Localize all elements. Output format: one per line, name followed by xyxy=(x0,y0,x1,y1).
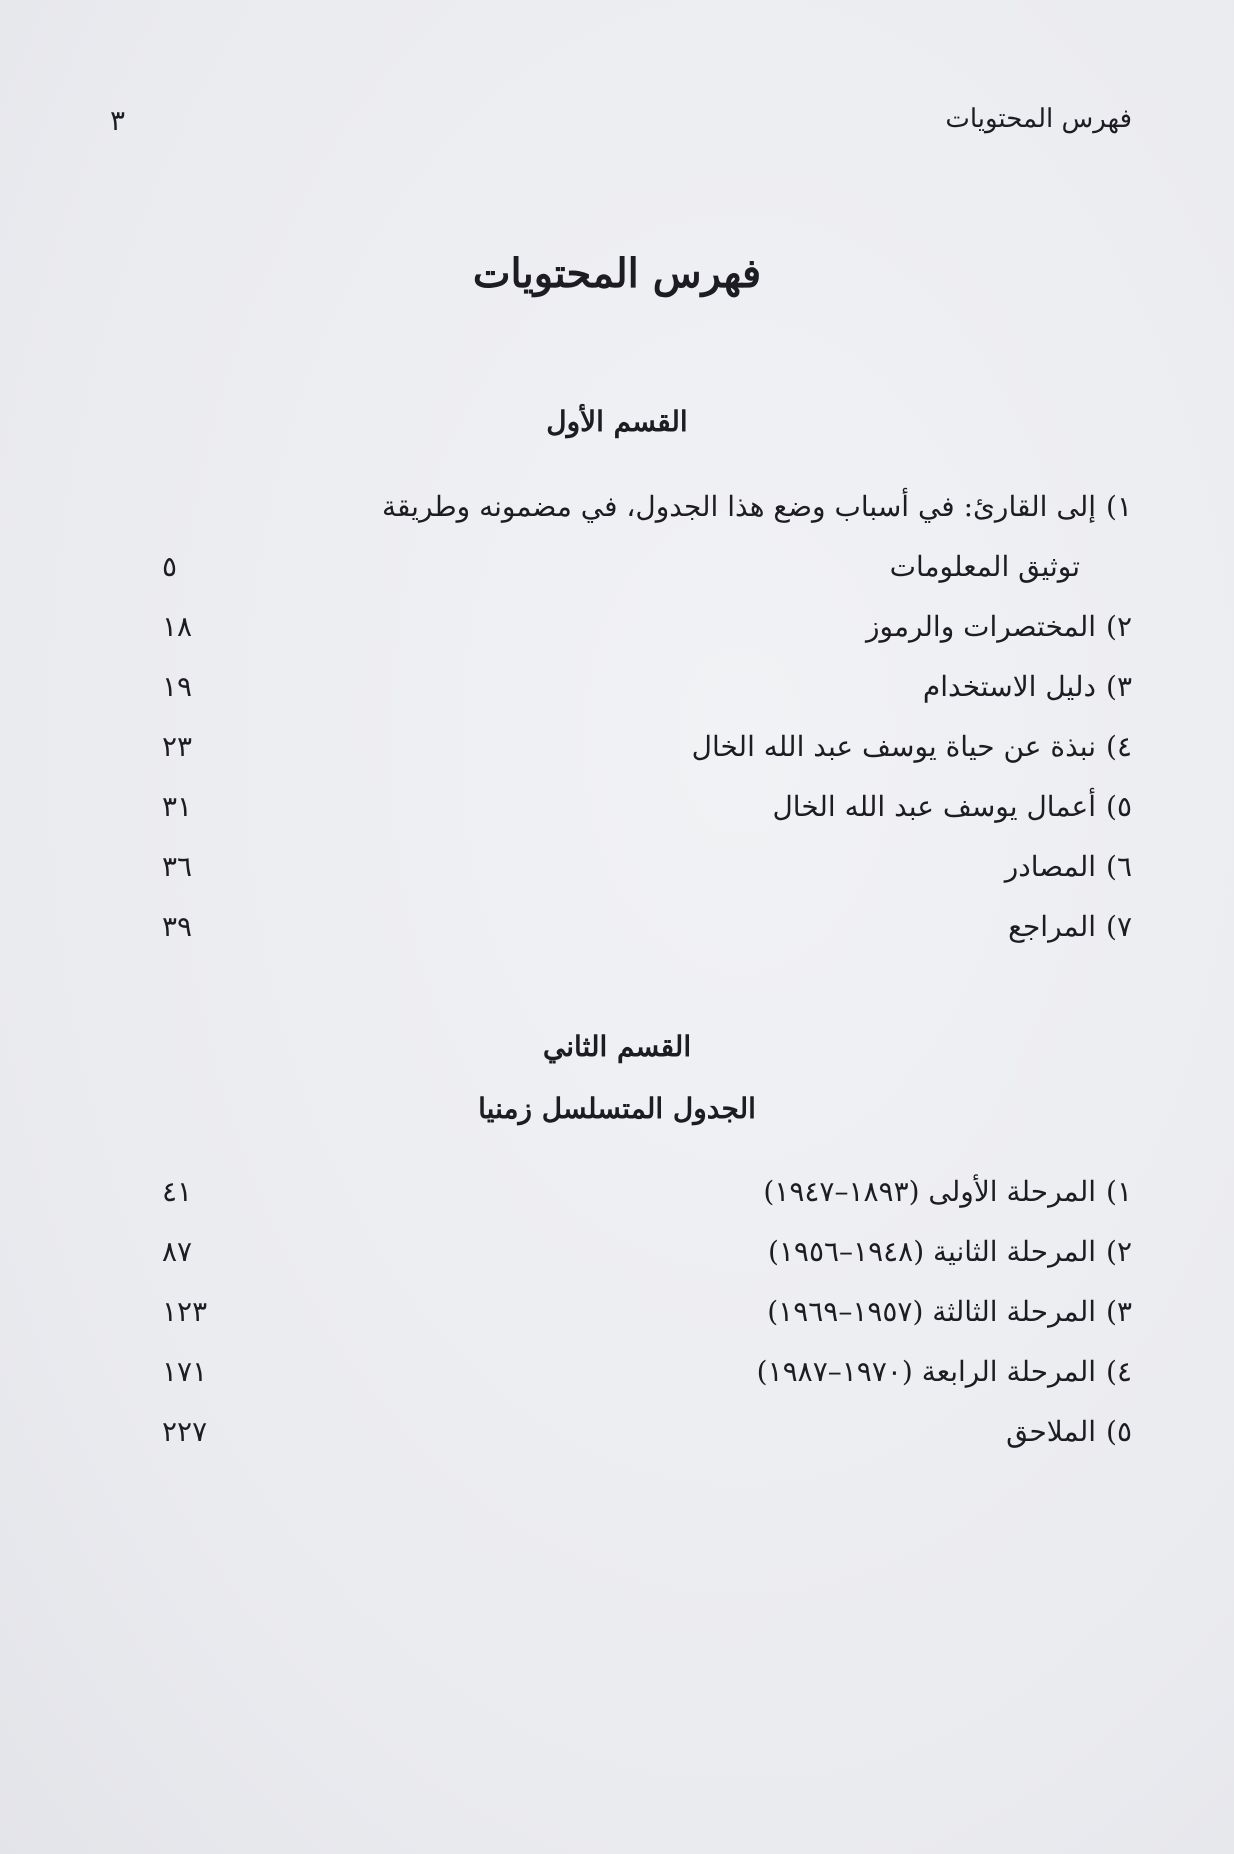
toc-entry-number: ٤) xyxy=(1106,1355,1132,1388)
toc-entry-text: المرحلة الرابعة (١٩٧٠–١٩٨٧) xyxy=(756,1355,1097,1388)
toc-entry-page: ٨٧ xyxy=(162,1235,193,1268)
toc-entry-text: المختصرات والرموز xyxy=(865,610,1097,643)
toc-entry-text: أعمال يوسف عبد الله الخال xyxy=(772,790,1097,823)
toc-entry-page: ٥ xyxy=(162,550,178,583)
toc-entry-page: ١٧١ xyxy=(162,1355,208,1388)
toc-entry-number: ٣) xyxy=(1106,1295,1132,1328)
running-header-title: فهرس المحتويات xyxy=(945,104,1132,134)
part2-title: القسم الثاني xyxy=(542,1030,692,1063)
toc-entry-page: ٢٣ xyxy=(162,730,193,763)
toc-entry[interactable] xyxy=(132,730,1132,782)
toc-entry-text-continued: توثيق المعلومات xyxy=(889,550,1080,583)
toc-entry[interactable] xyxy=(132,610,1132,662)
toc-entry[interactable] xyxy=(132,850,1132,902)
toc-entry-page: ١٩ xyxy=(162,670,193,703)
toc-entry-number: ٢) xyxy=(1106,610,1132,643)
toc-entry-number: ٤) xyxy=(1106,730,1132,763)
toc-entry-text: المرحلة الأولى (١٨٩٣–١٩٤٧) xyxy=(763,1175,1097,1208)
toc-entry[interactable] xyxy=(132,790,1132,842)
toc-entry-text: الملاحق xyxy=(1006,1415,1097,1448)
toc-entry-text: المرحلة الثانية (١٩٤٨–١٩٥٦) xyxy=(767,1235,1097,1268)
toc-entry[interactable] xyxy=(132,1175,1132,1227)
toc-entry-number: ٢) xyxy=(1106,1235,1132,1268)
toc-entry-text: المصادر xyxy=(1004,850,1097,883)
toc-entry-number: ٧) xyxy=(1106,910,1132,943)
part1-title: القسم الأول xyxy=(546,405,688,438)
toc-entry-text: دليل الاستخدام xyxy=(922,670,1097,703)
page-title: فهرس المحتويات xyxy=(472,250,762,297)
toc-entry-page: ١٢٣ xyxy=(162,1295,208,1328)
toc-entry[interactable] xyxy=(132,1355,1132,1407)
toc-entry[interactable] xyxy=(132,910,1132,962)
toc-entry-page: ٣٦ xyxy=(162,850,193,883)
toc-entry-page: ٣٩ xyxy=(162,910,193,943)
part2-subtitle: الجدول المتسلسل زمنيا xyxy=(478,1092,756,1125)
toc-entry-number: ٥) xyxy=(1106,1415,1132,1448)
toc-entry-number: ٥) xyxy=(1106,790,1132,823)
toc-entry-number: ١) xyxy=(1106,1175,1132,1208)
toc-entry[interactable] xyxy=(132,490,1132,542)
toc-entry-page: ١٨ xyxy=(162,610,193,643)
toc-entry[interactable] xyxy=(132,1295,1132,1347)
toc-entry-number: ٦) xyxy=(1106,850,1132,883)
toc-entry-number: ٣) xyxy=(1106,670,1132,703)
toc-entry-number: ١) xyxy=(1106,490,1132,523)
toc-entry-text: المراجع xyxy=(1008,910,1097,943)
toc-entry-text: نبذة عن حياة يوسف عبد الله الخال xyxy=(691,730,1097,763)
toc-entry-text: المرحلة الثالثة (١٩٥٧–١٩٦٩) xyxy=(767,1295,1097,1328)
toc-entry-page: ٣١ xyxy=(162,790,193,823)
page-number: ٣ xyxy=(110,104,126,137)
toc-entry-continuation[interactable] xyxy=(132,550,1132,602)
toc-entry-text: إلى القارئ: في أسباب وضع هذا الجدول، في مضمونه وطريقة xyxy=(381,490,1097,523)
toc-entry[interactable] xyxy=(132,670,1132,722)
toc-entry-page: ٢٢٧ xyxy=(162,1415,208,1448)
toc-entry-page: ٤١ xyxy=(162,1175,193,1208)
toc-entry[interactable] xyxy=(132,1235,1132,1287)
toc-entry[interactable] xyxy=(132,1415,1132,1467)
